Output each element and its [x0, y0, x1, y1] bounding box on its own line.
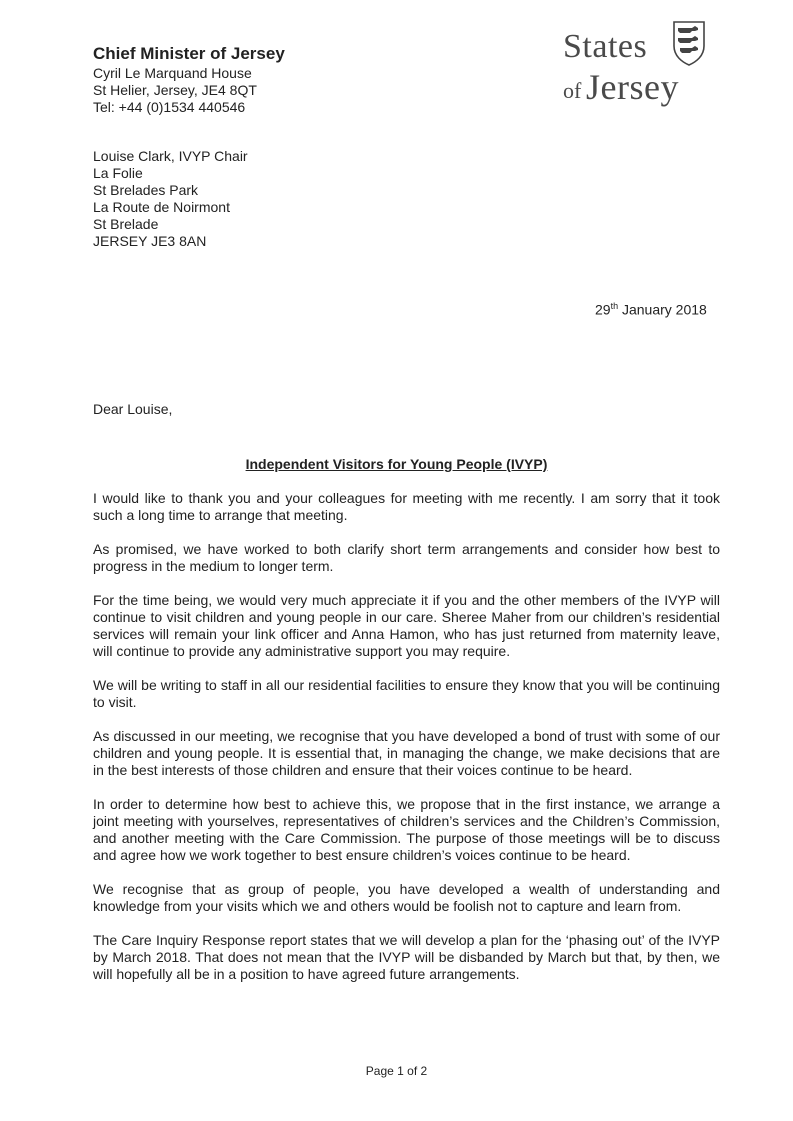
recipient-line: St Brelades Park	[93, 182, 199, 198]
body-paragraph: For the time being, we would very much appreciate it if you and the other members of the IVYP will continue to visit children and young people in our care. Sheree Maher from our children’s residential services will remain your link officer and Anna Hamon, who has just returned from maternity leave, will continue to provide any administrative support you may require.	[93, 592, 720, 659]
date-suffix: th	[610, 301, 619, 311]
jersey-crest-icon	[672, 20, 706, 66]
body-paragraph: The Care Inquiry Response report states that we will develop a plan for the ‘phasing out’ of the IVYP by March 2018. That does not mean that the IVYP will be disbanded by March but that, by then, we will hopefully all be in a position to have agreed future arrangements.	[93, 932, 720, 982]
sender-phone: Tel: +44 (0)1534 440546	[93, 99, 246, 115]
body-paragraph: I would like to thank you and your colleagues for meeting with me recently. I am sorry that it took such a long time to arrange that meeting.	[93, 490, 720, 523]
date-day: 29	[595, 301, 611, 318]
sender-title: Chief Minister of Jersey	[93, 44, 285, 63]
body-paragraph: As discussed in our meeting, we recognise that you have developed a bond of trust with some of our children and young people. It is essential that, in managing the change, we make decisions that are in the best interests of those children and ensure that their voices continue to be heard.	[93, 728, 720, 778]
recipient-line: La Folie	[93, 165, 143, 181]
body-paragraph: As promised, we have worked to both clarify short term arrangements and consider how best to progress in the medium to longer term.	[93, 541, 720, 574]
subject-heading: Independent Visitors for Young People (IVYP)	[245, 456, 548, 472]
recipient-line: Louise Clark, IVYP Chair	[93, 148, 248, 164]
sender-address-line: Cyril Le Marquand House	[93, 65, 252, 81]
letter-body	[93, 490, 720, 1000]
recipient-line: La Route de Noirmont	[93, 199, 230, 215]
logo-text-states: States	[563, 28, 648, 65]
recipient-line: JERSEY JE3 8AN	[93, 233, 207, 249]
page-number: Page 1 of 2	[365, 1064, 428, 1078]
salutation: Dear Louise,	[93, 401, 173, 417]
sender-block	[93, 44, 285, 116]
logo-text-jersey: Jersey	[586, 67, 679, 107]
recipient-line: St Brelade	[93, 216, 159, 232]
date-rest: January 2018	[618, 301, 707, 318]
logo-text-of: of	[563, 78, 582, 103]
body-paragraph: We will be writing to staff in all our residential facilities to ensure they know that you will be continuing to visit.	[93, 677, 720, 710]
body-paragraph: We recognise that as group of people, you have developed a wealth of understanding and knowledge from your visits which we and others would be foolish not to capture and learn from.	[93, 881, 720, 914]
letter-date	[595, 301, 707, 318]
states-of-jersey-logo	[560, 20, 720, 120]
recipient-block	[93, 148, 248, 250]
body-paragraph: In order to determine how best to achieve this, we propose that in the first instance, we arrange a joint meeting with yourselves, representatives of children’s services and the Children’s Commission, and another meeting with the Care Commission. The purpose of those meetings will be to discuss and agree how we work together to best ensure children’s voices continue to be heard.	[93, 796, 720, 863]
sender-address-line: St Helier, Jersey, JE4 8QT	[93, 82, 257, 98]
